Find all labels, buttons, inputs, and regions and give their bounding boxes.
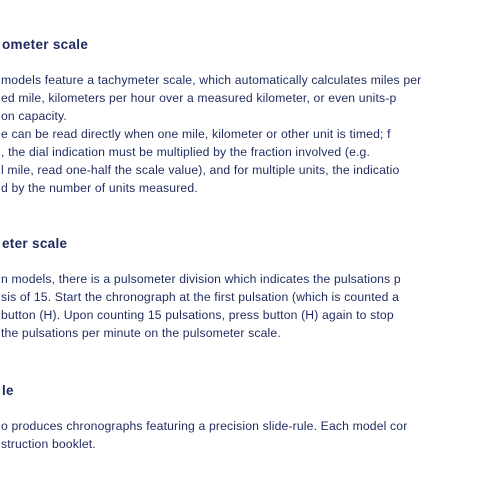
paragraph-line: models feature a tachymeter scale, which automatically calculates miles per bbox=[1, 73, 422, 87]
paragraph-line: button (H). Upon counting 15 pulsations, press button (H) again to stop bbox=[1, 308, 394, 322]
paragraph-line: l mile, read one-half the scale value), and for multiple units, the indicatio bbox=[1, 163, 400, 177]
paragraph-line: ed mile, kilometers per hour over a measured kilometer, or even units-p bbox=[1, 91, 397, 105]
paragraph-line: , the dial indication must be multiplied by the fraction involved (e.g. bbox=[1, 145, 371, 159]
section-heading-slide-rule: le bbox=[2, 383, 14, 398]
paragraph-line: e can be read directly when one mile, kilometer or other unit is timed; f bbox=[1, 127, 391, 141]
paragraph-line: d by the number of units measured. bbox=[1, 181, 198, 195]
paragraph-line: on capacity. bbox=[1, 109, 67, 123]
paragraph-line: o produces chronographs featuring a precision slide-rule. Each model cor bbox=[1, 419, 408, 433]
section-heading-tachymeter: ometer scale bbox=[2, 37, 89, 52]
paragraph-line: the pulsations per minute on the pulsometer scale. bbox=[1, 326, 281, 340]
paragraph-line: n models, there is a pulsometer division which indicates the pulsations p bbox=[1, 272, 401, 286]
section-heading-pulsometer: eter scale bbox=[2, 236, 68, 251]
paragraph-line: sis of 15. Start the chronograph at the first pulsation (which is counted a bbox=[1, 290, 400, 304]
paragraph-line: struction booklet. bbox=[1, 437, 96, 451]
